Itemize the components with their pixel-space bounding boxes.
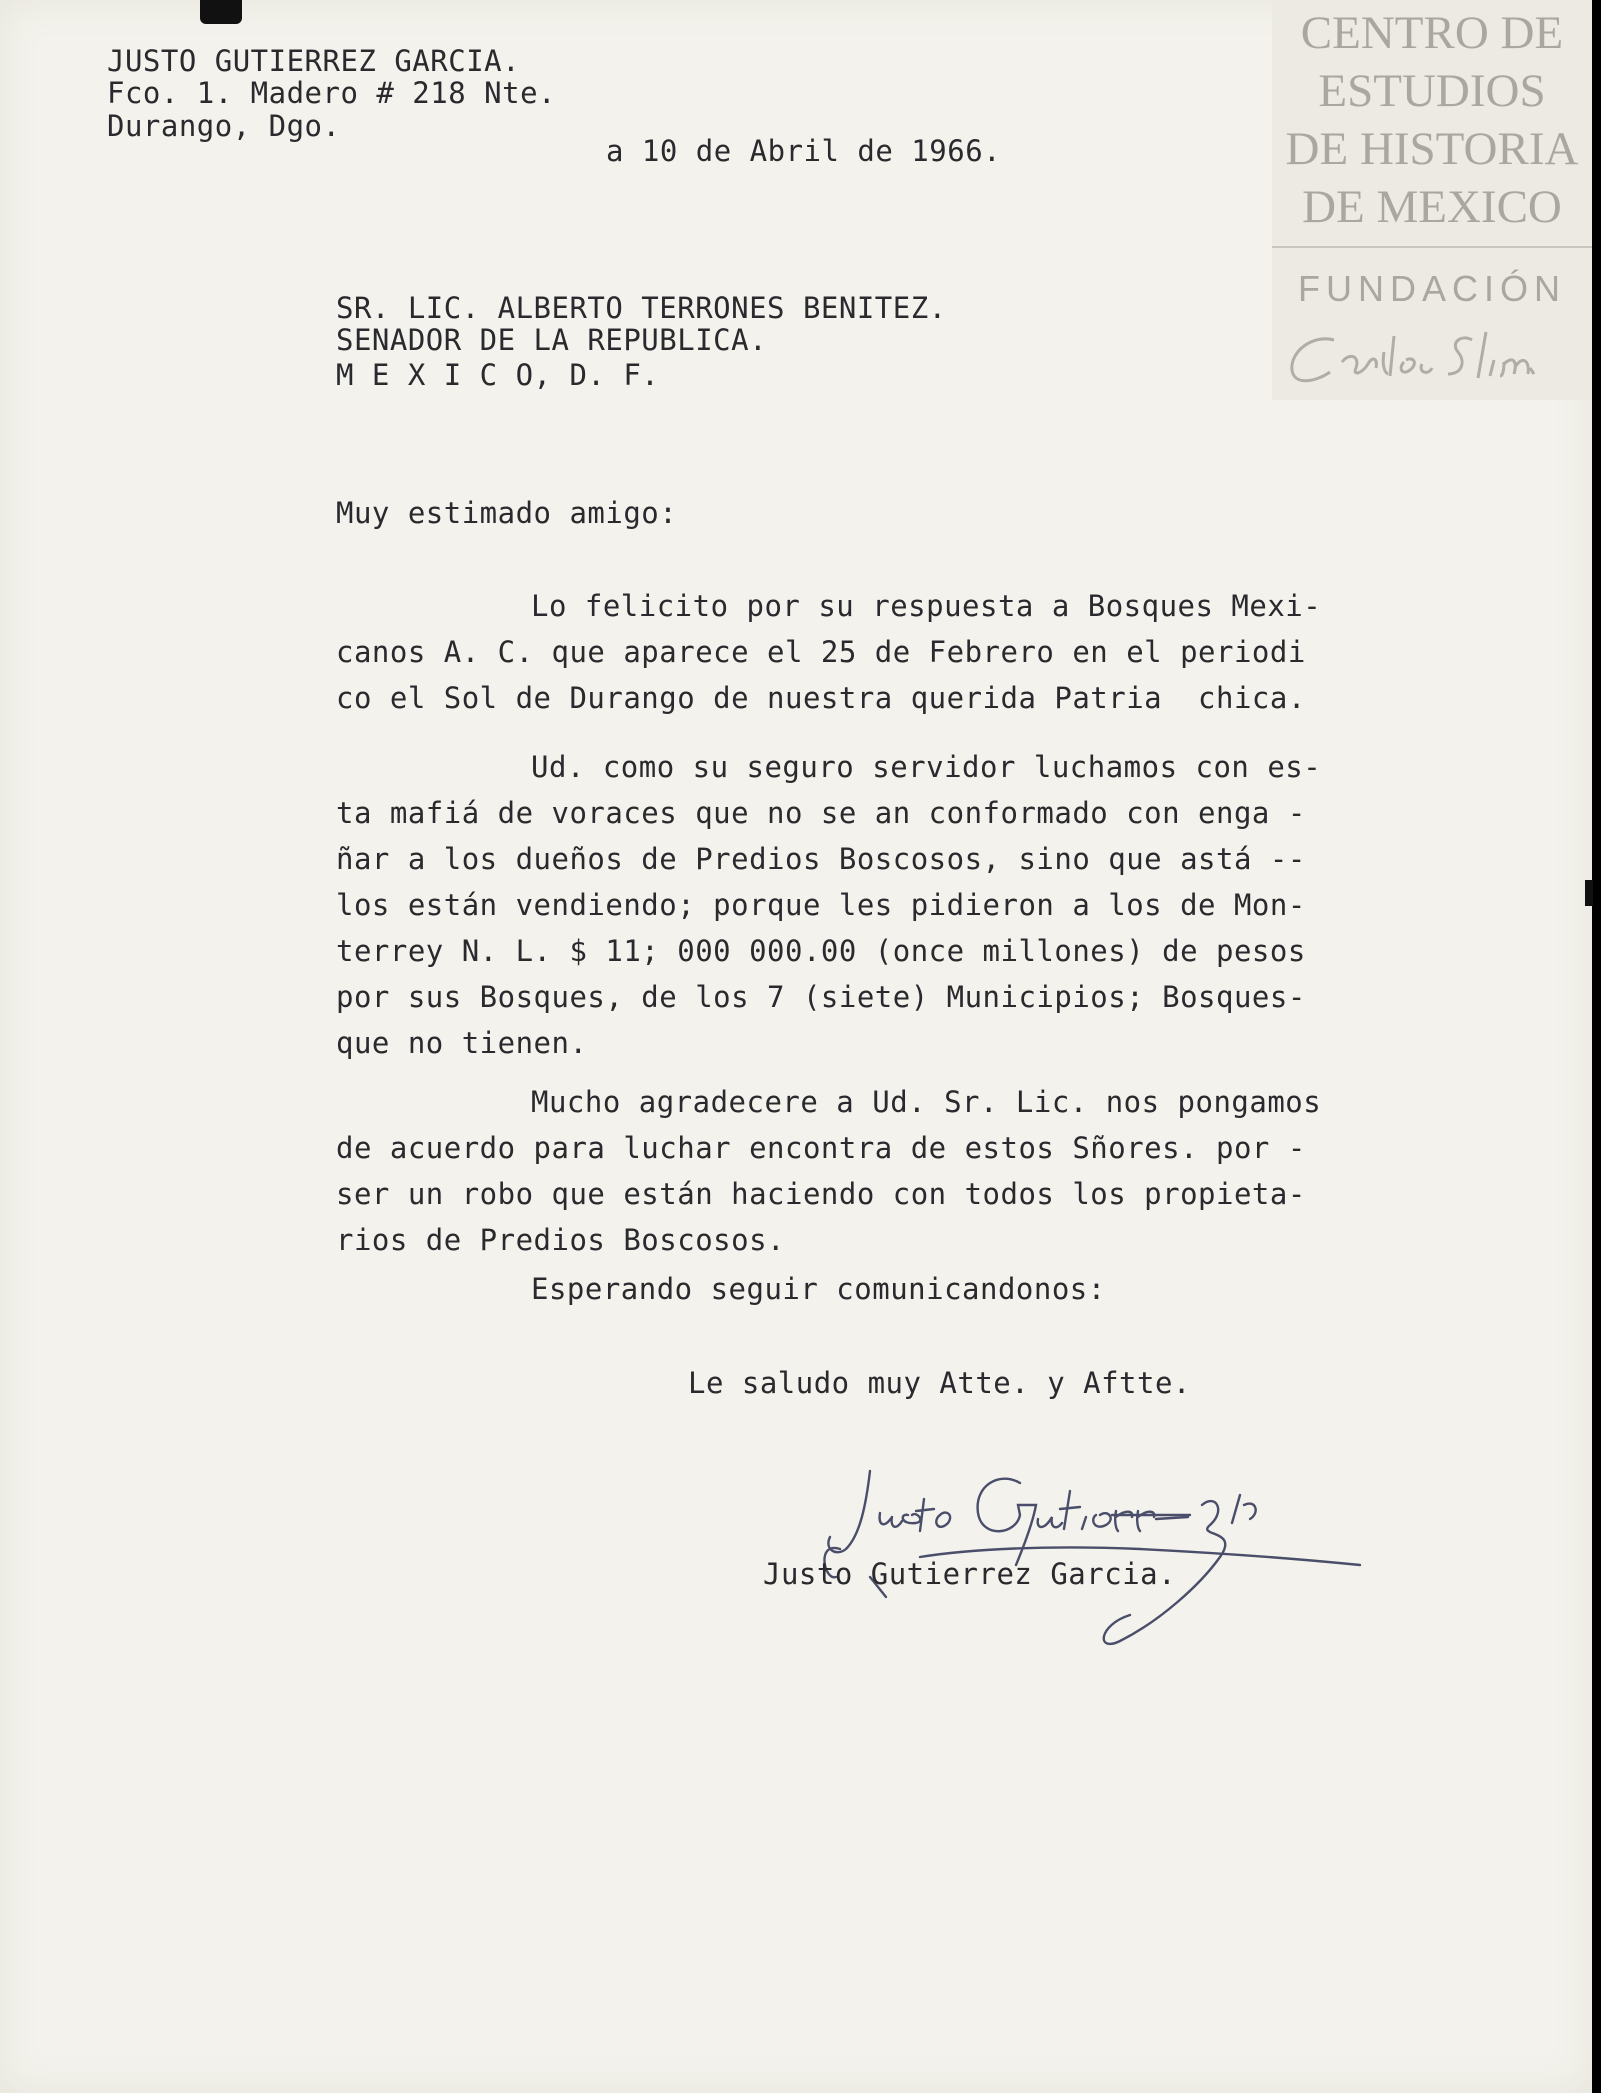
letter-date: a 10 de Abril de 1966. bbox=[606, 134, 1002, 168]
body-line: co el Sol de Durango de nuestra querida Patria chica. bbox=[336, 681, 1306, 715]
body-line: ñar a los dueños de Predios Boscosos, sino que astá -- bbox=[336, 842, 1306, 876]
sender-city: Durango, Dgo. bbox=[107, 109, 341, 143]
watermark-rule bbox=[1272, 246, 1592, 248]
edge-tab bbox=[1585, 880, 1593, 906]
watermark-line-3: DE HISTORIA bbox=[1285, 123, 1579, 175]
typed-signature: Justo Gutierrez Garcia. bbox=[763, 1557, 1177, 1591]
body-line: Lo felicito por su respuesta a Bosques Mexi- bbox=[531, 589, 1322, 623]
watermark-fundacion: FUNDACIÓN bbox=[1298, 268, 1566, 309]
body-line: ser un robo que están haciendo con todos los propieta- bbox=[336, 1177, 1306, 1211]
body-line: ta mafiá de voraces que no se an conformado con enga - bbox=[336, 796, 1306, 830]
salutation: Muy estimado amigo: bbox=[336, 496, 678, 530]
sender-name: JUSTO GUTIERREZ GARCIA. bbox=[107, 44, 521, 78]
body-line: de acuerdo para luchar encontra de estos Sñores. por - bbox=[336, 1131, 1306, 1165]
archive-watermark bbox=[1272, 0, 1592, 400]
body-line: terrey N. L. $ 11; 000 000.00 (once millones) de pesos bbox=[336, 934, 1306, 968]
body-line: canos A. C. que aparece el 25 de Febrero en el periodi bbox=[336, 635, 1306, 669]
recipient-city: M E X I C O, D. F. bbox=[336, 358, 660, 392]
recipient-title: SENADOR DE LA REPUBLICA. bbox=[336, 323, 768, 357]
corner-tab bbox=[200, 0, 242, 24]
body-line: Esperando seguir comunicandonos: bbox=[531, 1272, 1106, 1306]
watermark-line-4: DE MEXICO bbox=[1302, 181, 1562, 233]
body-line: los están vendiendo; porque les pidieron a los de Mon- bbox=[336, 888, 1306, 922]
body-line: Ud. como su seguro servidor luchamos con es- bbox=[531, 750, 1322, 784]
closing: Le saludo muy Atte. y Aftte. bbox=[688, 1366, 1191, 1400]
sender-address: Fco. 1. Madero # 218 Nte. bbox=[107, 76, 556, 110]
watermark-line-2: ESTUDIOS bbox=[1318, 65, 1546, 117]
body-line: por sus Bosques, de los 7 (siete) Municipios; Bosques- bbox=[336, 980, 1306, 1014]
watermark-carlos-slim-signature bbox=[1272, 312, 1592, 402]
body-line: que no tienen. bbox=[336, 1026, 588, 1060]
watermark-line-1: CENTRO DE bbox=[1300, 7, 1564, 59]
recipient-name: SR. LIC. ALBERTO TERRONES BENITEZ. bbox=[336, 291, 947, 325]
body-line: rios de Predios Boscosos. bbox=[336, 1223, 785, 1257]
body-line: Mucho agradecere a Ud. Sr. Lic. nos pongamos bbox=[531, 1085, 1322, 1119]
